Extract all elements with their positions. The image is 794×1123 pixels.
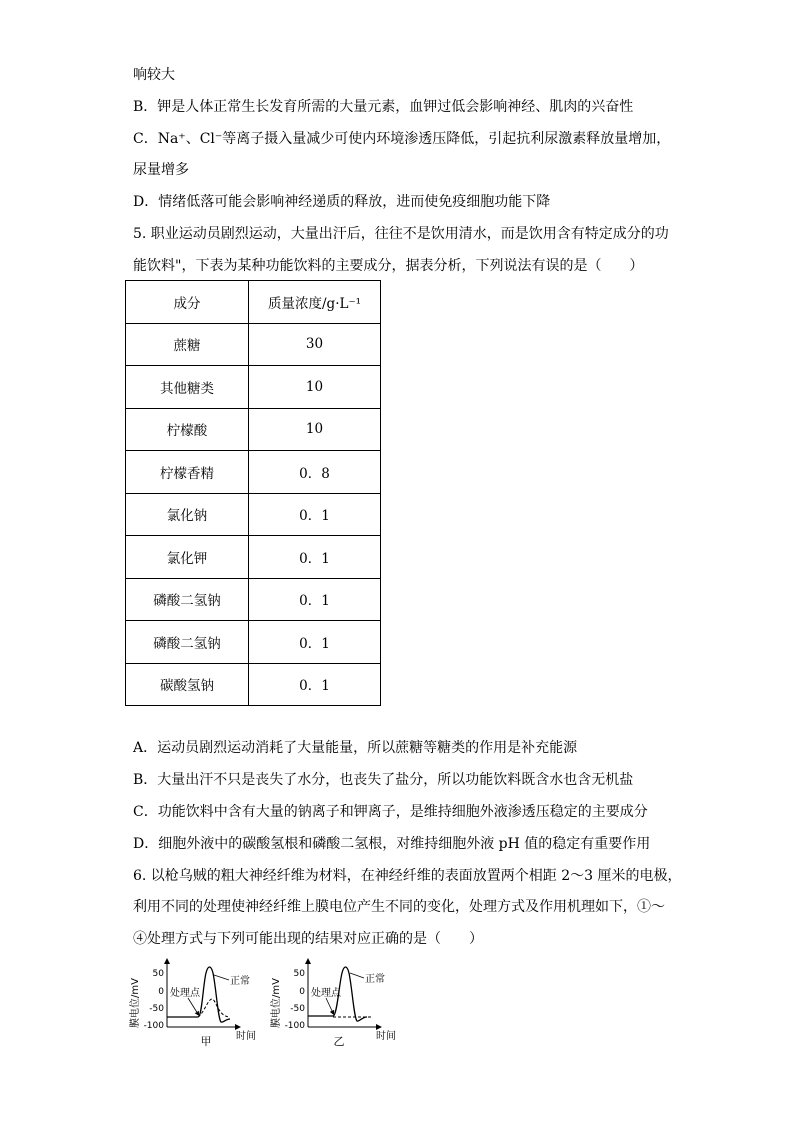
treatment-point-arrow <box>188 998 198 1014</box>
table-row <box>126 621 381 664</box>
table-cell: 磷酸二氢钠 <box>126 621 249 664</box>
treatment-point-label: 处理点 <box>311 988 341 999</box>
graph-tick: -100 <box>143 1021 164 1031</box>
table-cell: 0．1 <box>249 536 381 579</box>
treatment-point-arrow <box>326 998 333 1013</box>
table-cell: 10 <box>249 366 381 409</box>
graph-tick: 0 <box>158 987 164 997</box>
normal-label-leader <box>350 973 364 978</box>
question-5: 5. 职业运动员剧烈运动，大量出汗后，往往不是饮用清水，而是饮用含有特定成分的功 <box>133 226 669 242</box>
graph-tick: -50 <box>290 1004 305 1014</box>
table-row <box>126 536 381 579</box>
option-b: B．大量出汗不只是丧失了水分，也丧失了盐分，所以功能饮料既含水也含无机盐 <box>133 772 634 788</box>
graph-tick: 50 <box>152 969 164 979</box>
table-cell: 柠檬香精 <box>126 451 249 494</box>
table-cell: 蔗糖 <box>126 323 249 366</box>
ingredient-table <box>125 280 381 706</box>
table-cell: 0．1 <box>249 493 381 536</box>
table-row <box>126 493 381 536</box>
normal-label: 正常 <box>365 974 385 985</box>
option-c-prev-cont: 尿量增多 <box>133 162 189 178</box>
graph-ylabel: 膜电位/mV <box>271 978 282 1028</box>
option-d: D．细胞外液中的碳酸氢根和磷酸二氢根，对维持细胞外液 pH 值的稳定有重要作用 <box>133 836 651 852</box>
table-cell: 0．1 <box>249 578 381 621</box>
table-header-cell: 成分 <box>126 281 249 324</box>
table-header-cell: 质量浓度/g·L⁻¹ <box>249 281 381 324</box>
graph-jia <box>128 961 256 1048</box>
graph-tick: -100 <box>284 1021 305 1031</box>
table-row <box>126 578 381 621</box>
table-cell: 氯化钾 <box>126 536 249 579</box>
question-6-cont1: 利用不同的处理使神经纤维上膜电位产生不同的变化，处理方式及作用机理如下，①～ <box>133 899 665 915</box>
option-a: A．运动员剧烈运动消耗了大量能量，所以蔗糖等糖类的作用是补充能源 <box>133 740 578 756</box>
graph-tick: 0 <box>299 987 305 997</box>
table-row <box>126 366 381 409</box>
normal-label-leader <box>214 975 229 980</box>
table-header-row <box>126 281 381 324</box>
table-cell: 0．8 <box>249 451 381 494</box>
table-cell: 碳酸氢钠 <box>126 663 249 706</box>
membrane-potential-graphs <box>126 955 406 1050</box>
membrane-potential-figures <box>126 955 406 1054</box>
graph-ylabel: 膜电位/mV <box>130 978 141 1028</box>
table-cell: 磷酸二氢钠 <box>126 578 249 621</box>
option-c-prev: C．Na⁺、Cl⁻等离子摄入量减少可使内环境渗透压降低，引起抗利尿激素释放量增加， <box>133 131 671 147</box>
table-row <box>126 323 381 366</box>
table-cell: 30 <box>249 323 381 366</box>
table-row <box>126 408 381 451</box>
table-cell: 氯化钠 <box>126 493 249 536</box>
question-6-cont2: ④处理方式与下列可能出现的结果对应正确的是（ ） <box>133 931 483 947</box>
graph-name: 乙 <box>333 1035 345 1048</box>
treated-curve <box>198 999 230 1017</box>
graph-name: 甲 <box>200 1035 212 1048</box>
normal-label: 正常 <box>230 976 250 987</box>
question-6: 6. 以枪乌贼的粗大神经纤维为材料，在神经纤维的表面放置两个相距 2～3 厘米的电极， <box>133 868 682 884</box>
graph-xlabel: 时间 <box>236 1031 256 1042</box>
graph-yi <box>269 961 396 1048</box>
table-cell: 柠檬酸 <box>126 408 249 451</box>
table-row <box>126 663 381 706</box>
table-cell: 0．1 <box>249 621 381 664</box>
table-cell: 0．1 <box>249 663 381 706</box>
option-d-prev: D．情绪低落可能会影响神经递质的释放，进而使免疫细胞功能下降 <box>133 194 551 210</box>
option-c: C．功能饮料中含有大量的钠离子和钾离子，是维持细胞外液渗透压稳定的主要成分 <box>133 804 648 820</box>
graph-tick: 50 <box>293 969 305 979</box>
table-row <box>126 451 381 494</box>
question-5-cont: 能饮料"，下表为某种功能饮料的主要成分，据表分析，下列说法有误的是（ ） <box>133 258 644 274</box>
treatment-point-label: 处理点 <box>170 988 200 999</box>
graph-tick: -50 <box>149 1004 164 1014</box>
table-cell: 其他糖类 <box>126 366 249 409</box>
option-b-prev: B．钾是人体正常生长发育所需的大量元素，血钾过低会影响神经、肌肉的兴奋性 <box>133 99 634 115</box>
line-1: 响较大 <box>133 67 175 83</box>
graph-xlabel: 时间 <box>376 1031 396 1042</box>
table-cell: 10 <box>249 408 381 451</box>
